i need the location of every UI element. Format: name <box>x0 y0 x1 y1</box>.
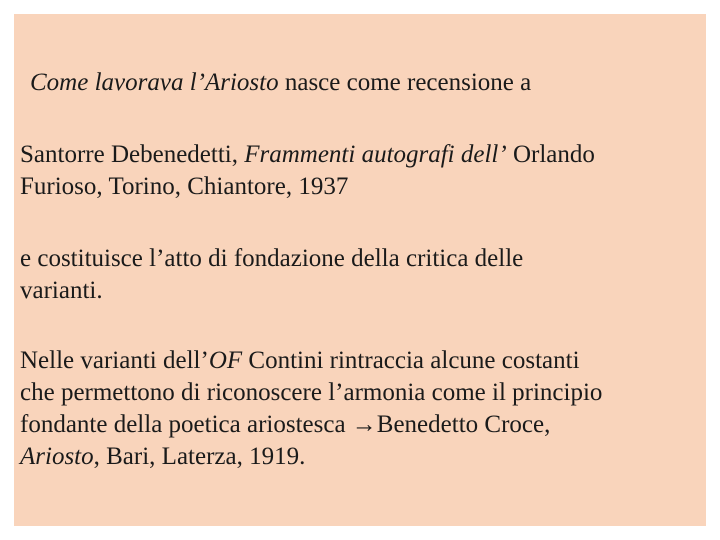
paragraph-foundation <box>20 243 710 307</box>
paragraph-4-line-1-start: Nelle varianti dell’ <box>20 347 209 374</box>
paragraph-2-line-2: Furioso, Torino, Chiantore, 1937 <box>20 173 349 200</box>
paragraph-4-line-4 <box>20 441 710 473</box>
paragraph-contini-variants <box>20 345 710 473</box>
paragraph-4-line-2: che permettono di riconoscere l’armonia come il principio <box>20 379 603 406</box>
paragraph-2-line-1 <box>20 139 710 171</box>
paragraph-2-line-1-end: Orlando <box>506 141 595 168</box>
paragraph-3-line-2: varianti. <box>20 277 103 304</box>
paragraph-1-rest: nasce come recensione a <box>278 69 532 96</box>
paragraph-review-origin <box>30 67 720 99</box>
paragraph-4-line-3: fondante della poetica ariostesca →Benedetto Croce, <box>20 411 551 438</box>
book-title-come-lavorava: Come lavorava l’Ariosto <box>30 69 279 96</box>
paragraph-1-line-1 <box>30 67 720 99</box>
paragraph-3-line-1: e costituisce l’atto di fondazione della critica delle <box>20 245 524 272</box>
work-title-frammenti: Frammenti autografi dell’ <box>244 141 507 168</box>
paragraph-4-line-1 <box>20 345 710 377</box>
work-title-ariosto: Ariosto <box>20 443 94 470</box>
paragraph-debenedetti-reference <box>20 139 710 203</box>
paragraph-4-line-1-end: Contini rintraccia alcune costanti <box>242 347 580 374</box>
abbreviation-of: OF <box>208 347 243 374</box>
paragraph-4-line-4-end: , Bari, Laterza, 1919. <box>93 443 306 470</box>
author-name: Santorre Debenedetti, <box>20 141 245 168</box>
